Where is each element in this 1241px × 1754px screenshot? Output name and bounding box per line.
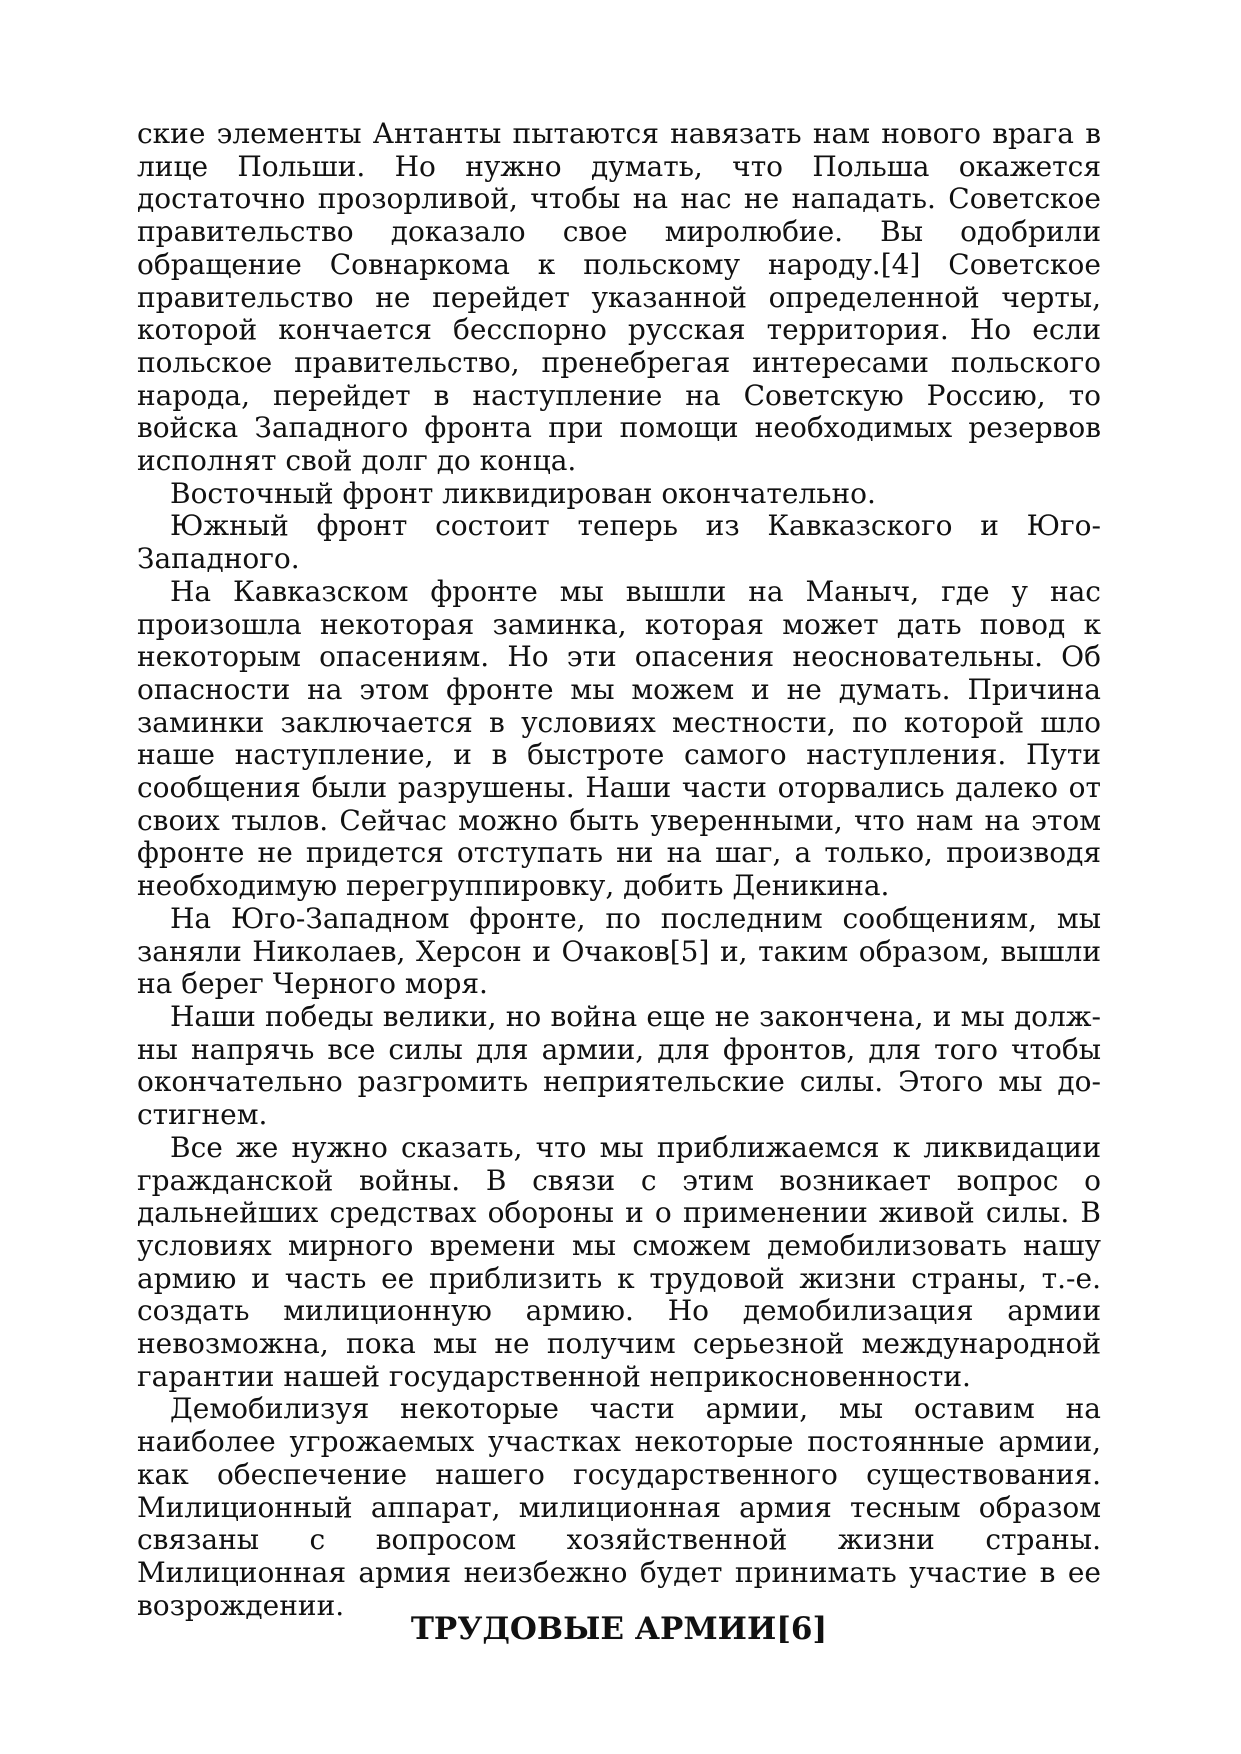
paragraph-victories: Наши победы велики, но война еще не закончена, и мы должны напрячь все силы для армии, для фронтов, для того чтобы окончательно разгромить неприятельские силы. Этого мы достигнем. xyxy=(137,999,1101,1132)
section-heading: ТРУДОВЫЕ АРМИИ[6] xyxy=(410,1611,828,1647)
paragraph-caucasus-front: На Кавказском фронте мы вышли на Маныч, где у нас произошла некоторая заминка, которая может дать повод к некоторым опасениям. Но эти опасения неосновательны. Об опасности на этом фронте мы можем и не думать. Причина заминки заключается в условиях местности, по которой шло наше наступление, и в быстроте самого наступления. Пути сообщения были разрушены. Наши части оторвались далеко от своих тылов. Сейчас можно быть уверенными, что нам на этом фронте не придется отступать ни на шаг, а только, производя необходимую перегруппировку, добить Деникина. xyxy=(137,574,1101,903)
paragraph-continuation: ские элементы Антанты пытаются навязать нам нового врага в лице Польши. Но нужно думать, что Польша окажется достаточно прозорливой, чтобы на нас не нападать. Советское правительство доказало свое миролюбие. Вы одобрили обращение Совнаркома к польскому народу.[4] Советское правительство не перейдет указанной определенной черты, которой кончается бесспорно русская территория. Но если польское правительство, пренебрегая интересами польского народа, перейдет в наступление на Советскую Россию, то войска Западного фронта при помощи необходимых резервов исполнят свой долг до конца. xyxy=(137,117,1101,478)
document-body xyxy=(137,118,1101,1622)
paragraph-demobilization: Все же нужно сказать, что мы приближаемся к ликвидации гражданской войны. В связи с этим возникает вопрос о дальнейших средствах обороны и о применении живой силы. В условиях мирного времени мы сможем демобилизовать нашу армию и часть ее приблизить к трудовой жизни страны, т.-е. создать милиционную армию. Но демобилизация армии невозможна, пока мы не получим серьезной международной гарантии нашей государственной неприкосновенности. xyxy=(137,1130,1101,1393)
paragraph-southwestern-front: На Юго-Западном фронте, по последним сообщениям, мы заняли Николаев, Херсон и Очаков[5] и, таким образом, вышли на берег Черного моря. xyxy=(137,901,1101,1001)
paragraph-eastern-front: Восточный фронт ликвидирован окончательно. xyxy=(170,476,876,510)
paragraph-southern-front: Южный фронт состоит теперь из Кавказского и Юго-Западного. xyxy=(137,509,1101,576)
paragraph-militia-army: Демобилизуя некоторые части армии, мы оставим на наиболее угрожаемых участках некоторые постоянные армии, как обеспечение нашего государственного существования. Милиционный аппарат, милиционная армия тесным образом связаны с вопросом хозяйственной жизни страны. Милиционная армия неизбежно будет принимать участие в ее возрождении. xyxy=(137,1392,1101,1622)
